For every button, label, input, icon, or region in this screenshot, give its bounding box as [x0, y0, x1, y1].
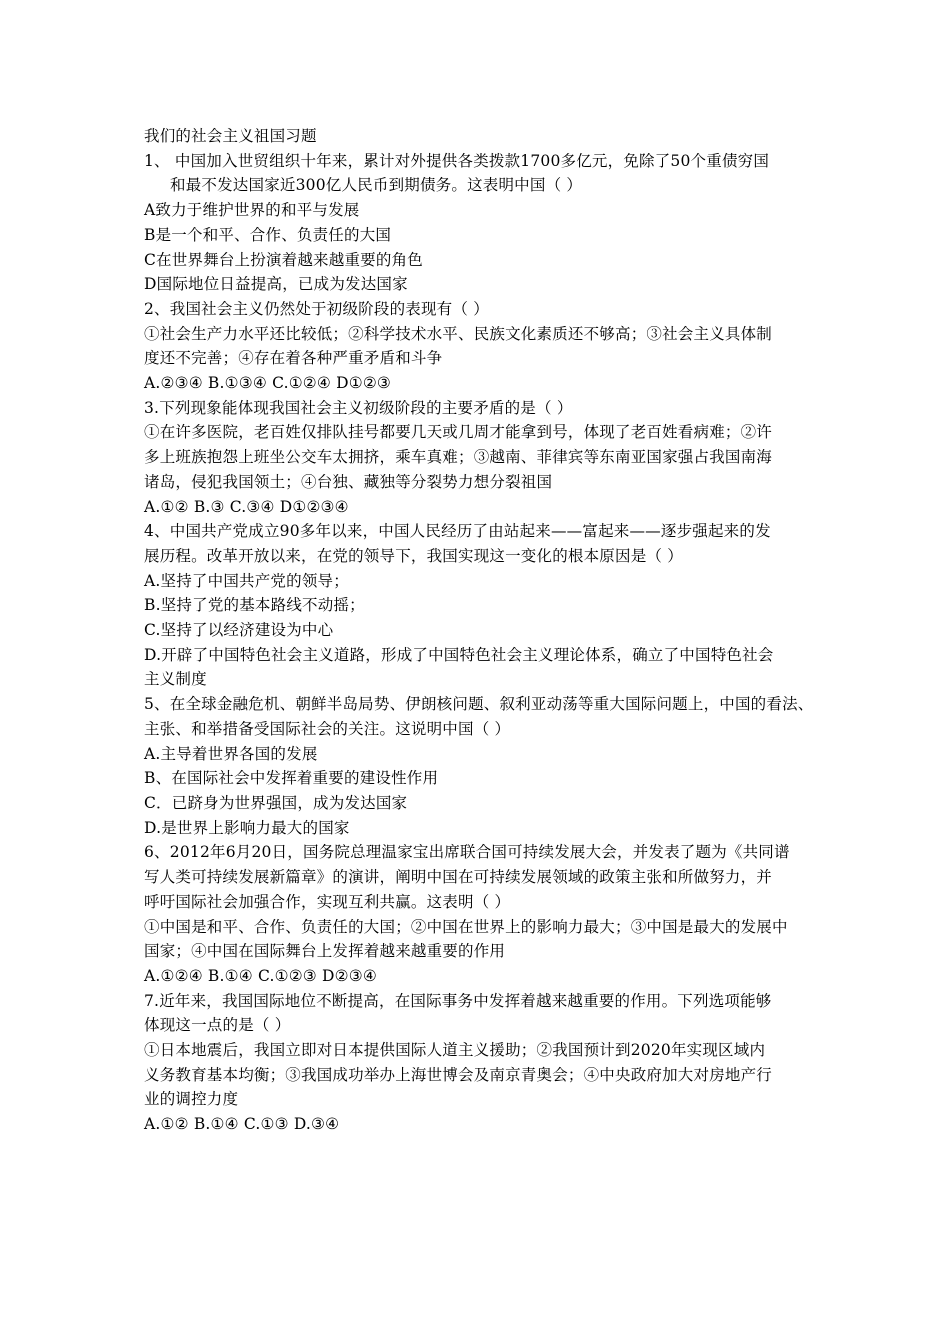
q4-option-a: A.坚持了中国共产党的领导；	[144, 571, 349, 590]
q6-stem-line-1: 6、2012年6月20日，国务院总理温家宝出席联合国可持续发展大会，并发表了题为《共同谱	[144, 843, 790, 862]
q5-stem-line-2: 主张、和举措备受国际社会的关注。这说明中国（ ）	[144, 719, 511, 738]
q1-option-b: B是一个和平、合作、负责任的大国	[144, 225, 392, 244]
q3-stem: 3.下列现象能体现我国社会主义初级阶段的主要矛盾的是（ ）	[144, 398, 573, 417]
q4-option-c: C.坚持了以经济建设为中心	[144, 621, 334, 640]
q5-option-b: B、在国际社会中发挥着重要的建设性作用	[144, 769, 439, 788]
q3-statements-line-3: 诸岛，侵犯我国领土；④台独、藏独等分裂势力想分裂祖国	[144, 472, 553, 491]
q3-statements-line-2: 多上班族抱怨上班坐公交车太拥挤，乘车真难；③越南、菲律宾等东南亚国家强占我国南海	[144, 448, 773, 467]
q7-options: A.①② B.①④ C.①③ D.③④	[144, 1115, 340, 1134]
q6-stem-line-3: 呼吁国际社会加强合作，实现互利共赢。这表明（ ）	[144, 892, 511, 911]
q7-stem-line-1: 7.近年来，我国国际地位不断提高，在国际事务中发挥着越来越重要的作用。下列选项能够	[144, 991, 772, 1010]
q6-statements-line-2: 国家；④中国在国际舞台上发挥着越来越重要的作用	[144, 942, 506, 961]
q7-statements-line-3: 业的调控力度	[144, 1090, 239, 1109]
document-title: 我们的社会主义祖国习题	[144, 127, 317, 145]
q1-option-c: C在世界舞台上扮演着越来越重要的角色	[144, 250, 423, 269]
q7-stem-line-2: 体现这一点的是（ ）	[144, 1016, 291, 1035]
q1-stem-line-1: 1、 中国加入世贸组织十年来，累计对外提供各类拨款1700多亿元，免除了50个重债穷国	[144, 151, 770, 170]
q6-statements-line-1: ①中国是和平、合作、负责任的大国；②中国在世界上的影响力最大；③中国是最大的发展中	[144, 917, 788, 936]
q6-stem-line-2: 写人类可持续发展新篇章》的演讲，阐明中国在可持续发展领域的政策主张和所做努力，并	[144, 868, 773, 887]
q2-options: A.②③④ B.①③④ C.①②④ D①②③	[144, 374, 392, 393]
q3-options: A.①② B.③ C.③④ D①②③④	[144, 497, 349, 516]
q4-stem-line-2: 展历程。改革开放以来，在党的领导下，我国实现这一变化的根本原因是（ ）	[144, 546, 683, 565]
q5-option-c: C．已跻身为世界强国，成为发达国家	[144, 793, 408, 812]
q2-statements-line-2: 度还不完善；④存在着各种严重矛盾和斗争	[144, 349, 443, 368]
q5-option-d: D.是世界上影响力最大的国家	[144, 818, 350, 837]
q4-option-b: B.坚持了党的基本路线不动摇；	[144, 596, 365, 615]
q2-statements-line-1: ①社会生产力水平还比较低；②科学技术水平、民族文化素质还不够高；③社会主义具体制	[144, 324, 773, 343]
q5-stem-line-1: 5、在全球金融危机、朝鲜半岛局势、伊朗核问题、叙利亚动荡等重大国际问题上，中国的看法、	[144, 695, 814, 714]
q4-option-d-line-2: 主义制度	[144, 670, 207, 689]
q1-stem-line-2: 和最不发达国家近300亿人民币到期债务。这表明中国（ ）	[170, 176, 583, 195]
q1-option-a: A致力于维护世界的和平与发展	[144, 201, 360, 220]
q6-options: A.①②④ B.①④ C.①②③ D②③④	[144, 966, 377, 985]
q7-statements-line-2: 义务教育基本均衡；③我国成功举办上海世博会及南京青奥会；④中央政府加大对房地产行	[144, 1065, 773, 1084]
q5-option-a: A.主导着世界各国的发展	[144, 744, 318, 763]
q2-stem: 2、我国社会主义仍然处于初级阶段的表现有（ ）	[144, 299, 489, 318]
q7-statements-line-1: ①日本地震后，我国立即对日本提供国际人道主义援助；②我国预计到2020年实现区域内	[144, 1041, 766, 1060]
document-body	[144, 124, 816, 1137]
q1-option-d: D国际地位日益提高，已成为发达国家	[144, 275, 408, 294]
q4-stem-line-1: 4、中国共产党成立90多年以来，中国人民经历了由站起来——富起来——逐步强起来的发	[144, 522, 771, 541]
q3-statements-line-1: ①在许多医院，老百姓仅排队挂号都要几天或几周才能拿到号，体现了老百姓看病难；②许	[144, 423, 773, 442]
q4-option-d-line-1: D.开辟了中国特色社会主义道路，形成了中国特色社会主义理论体系，确立了中国特色社会	[144, 645, 774, 664]
